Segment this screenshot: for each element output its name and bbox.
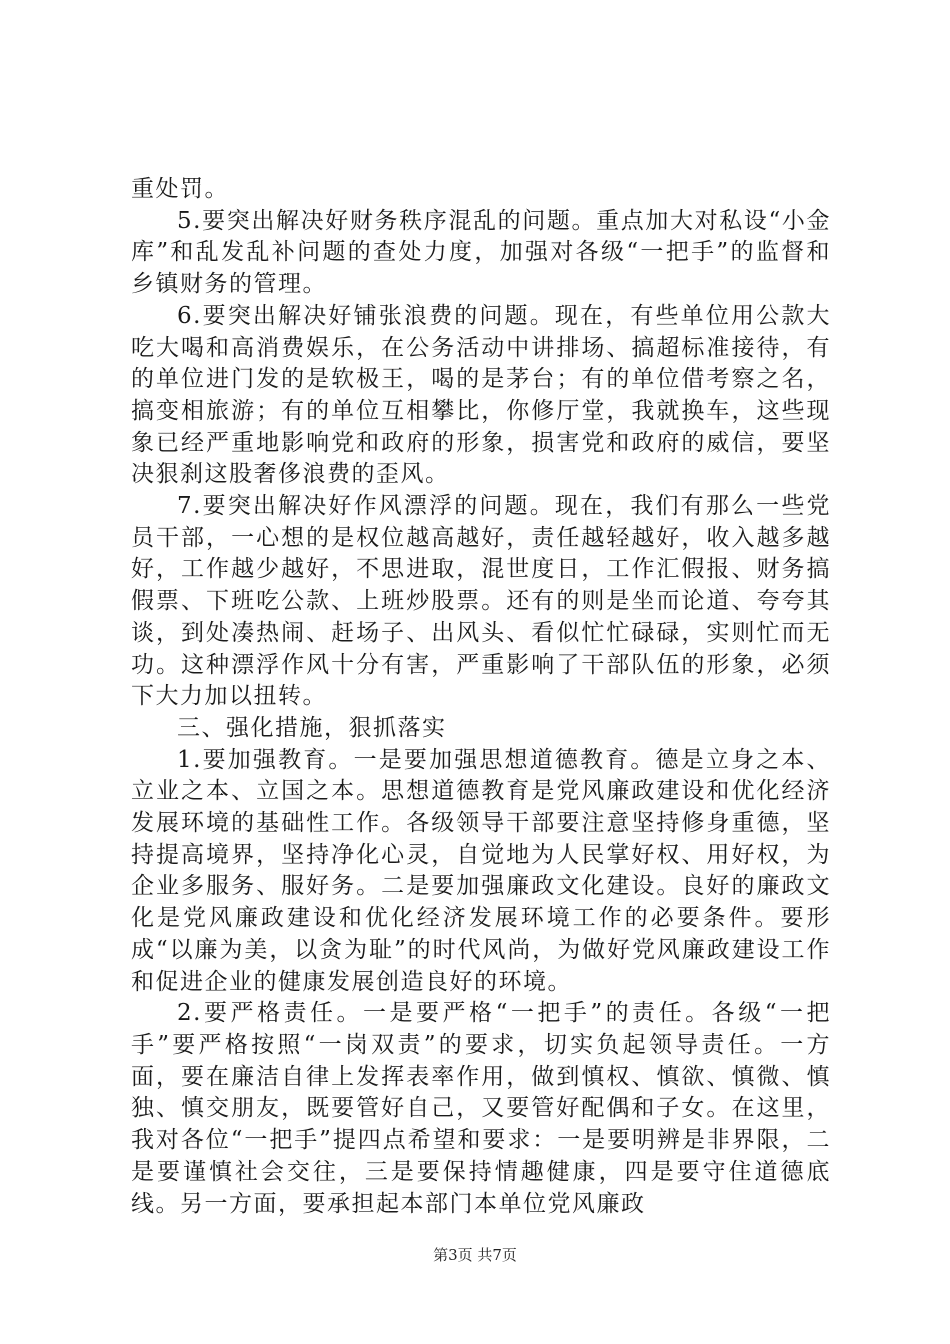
paragraph-item-6: 6.要突出解决好铺张浪费的问题。现在，有些单位用公款大吃大喝和高消费娱乐，在公务活动中讲排场、搞超标准接待，有的单位进门发的是软极王，喝的是茅台；有的单位借考察之名，搞变相旅游；有的单位互相攀比，你修厅堂，我就换车，这些现象已经严重地影响党和政府的形象，损害党和政府的威信，要坚决狠刹这股奢侈浪费的歪风。 (131, 302, 831, 488)
paragraph-measure-1: 1.要加强教育。一是要加强思想道德教育。德是立身之本、立业之本、立国之本。思想道德教育是党风廉政建设和优化经济发展环境的基础性工作。各级领导干部要注意坚持修身重德，坚持提高境界，坚持净化心灵，自觉地为人民掌好权、用好权，为企业多服务、服好务。二是要加强廉政文化建设。良好的廉政文化是党风廉政建设和优化经济发展环境工作的必要条件。要形成“以廉为美，以贪为耻”的时代风尚，为做好党风廉政建设工作和促进企业的健康发展创造良好的环境。 (131, 746, 831, 995)
paragraph-item-5: 5.要突出解决好财务秩序混乱的问题。重点加大对私设“小金库”和乱发乱补问题的查处力度，加强对各级“一把手”的监督和乡镇财务的管理。 (131, 207, 831, 298)
body-text (131, 174, 831, 1220)
section-heading-3: 三、强化措施，狠抓落实 (177, 714, 447, 741)
paragraph-item-7: 7.要突出解决好作风漂浮的问题。现在，我们有那么一些党员干部，一心想的是权位越高越好，责任越轻越好，收入越多越好，工作越少越好，不思进取，混世度日，工作汇假报、财务搞假票、下班吃公款、上班炒股票。还有的则是坐而论道、夸夸其谈，到处凑热闹、赶场子、出风头、看似忙忙碌碌，实则忙而无功。这种漂浮作风十分有害，严重影响了干部队伍的形象，必须下大力加以扭转。 (131, 493, 831, 710)
page-number-footer: 第3页 共7页 (433, 1246, 517, 1264)
paragraph-measure-2: 2.要严格责任。一是要严格“一把手”的责任。各级“一把手”要严格按照“一岗双责”的要求，切实负起领导责任。一方面，要在廉洁自律上发挥表率作用，做到慎权、慎欲、慎微、慎独、慎交朋友，既要管好自己，又要管好配偶和子女。在这里，我对各位“一把手”提四点希望和要求：一是要明辨是非界限，二是要谨慎社会交往，三是要保持情趣健康，四是要守住道德底线。另一方面，要承担起本部门本单位党风廉政 (131, 1000, 831, 1217)
paragraph-continuation: 重处罚。 (131, 176, 229, 202)
